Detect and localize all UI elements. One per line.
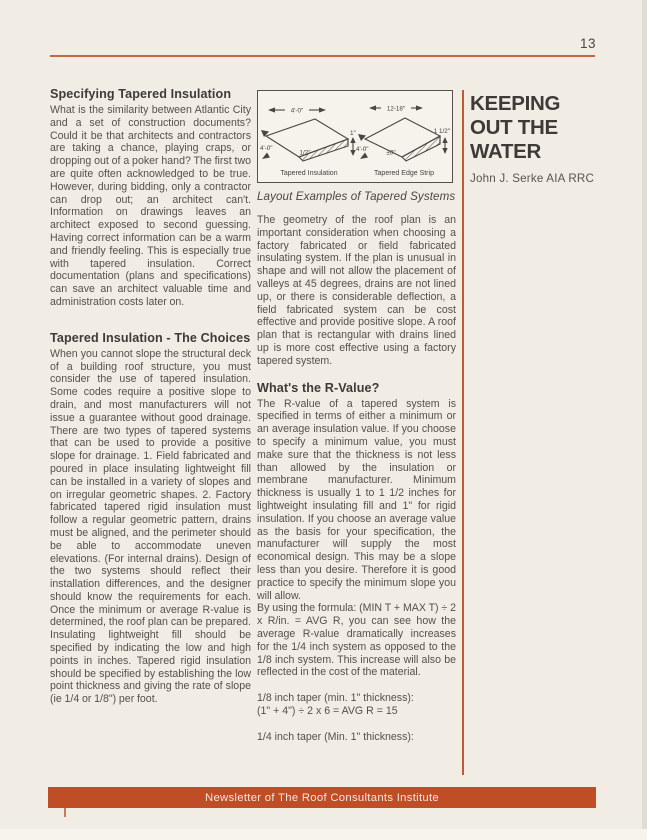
spacer <box>257 679 456 692</box>
paragraph: By using the formula: (MIN T + MAX T) ÷ 2 x R/in. = AVG R, you can see how the average R-value dramatically increases for the 1/4 inch system as opposed to the 1/8 inch system. This increase will also be reflected in the cost of the material. <box>257 602 456 679</box>
article-title <box>470 92 612 164</box>
section-heading-specifying: Specifying Tapered Insulation <box>50 87 232 101</box>
tapered-systems-diagram <box>258 91 451 181</box>
paragraph: What is the similarity between Atlantic City and a set of construction documents? Could it be that architects and contractors are taking a chance, playing craps, or dropping out of a poker hand? The first two are quite often acknowledged to be true. However, during bidding, only a contractor can drop out; an architect can't. Information on drawings leaves an architect exposed to second guessing. Having correct information can be a warm and friendly feeling. This is especially true with tapered insulation. Correct documentation (plans and specifications) can save an architect valuable time and administration costs later on. <box>50 104 251 308</box>
spacer <box>257 203 456 214</box>
right-column-rule <box>462 90 464 775</box>
spacer <box>257 718 456 731</box>
left-column <box>50 87 251 706</box>
paragraph: The R-value of a tapered system is specified in terms of either a minimum or an average insulation value. If you choose to specify a minimum value, you must make sure that the thickness is not less than allowed by the insulation or membrane manufacturer. Minimum thickness is usually 1 to 1 1/2 inches for lightweight insulating fill and 1" for rigid insulation. If you choose an average value as the basis for your specification, the manufacturer will supply the most economical design. This may be a slope less than you desire. Therefore it is good practice to specify the minimum slope you will allow. <box>257 397 456 602</box>
dim-label-top: 12-18" <box>386 105 406 113</box>
spacer <box>50 309 251 331</box>
spacer <box>257 368 456 381</box>
article-title-line2: OUT THE WATER <box>470 116 558 163</box>
article-title-line1: KEEPING <box>470 92 561 115</box>
dim-label-top: 4'-0" <box>290 107 304 115</box>
formula-label-1-4: 1/4 inch taper (Min. 1" thickness): <box>257 731 414 744</box>
figure-label-right: Tapered Edge Strip <box>374 170 434 177</box>
dim-label-side: 4'-0" <box>356 146 369 153</box>
page-edge-bottom <box>0 829 647 840</box>
right-column <box>470 92 612 185</box>
article-byline: John J. Serke AIA RRC <box>470 172 595 185</box>
section-heading-choices: Tapered Insulation - The Choices <box>50 330 251 345</box>
dim-label-thin: 1/2" <box>299 149 311 157</box>
dim-label-thick: 1 1/2" <box>433 128 450 135</box>
top-rule <box>50 55 595 57</box>
formula-equation: (1" + 4") ÷ 2 x 6 = AVG R = 15 <box>257 705 398 718</box>
figure-caption: Layout Examples of Tapered Systems <box>257 190 456 203</box>
paragraph: When you cannot slope the structural deck of a building roof structure, you must consider the use of tapered insulation. Some codes require a positive slope to drain, and most manufacturers will not issue a guarantee without good drainage. There are two types of tapered systems that can be used to provide a positive slope for drainage. 1. Field fabricated and poured in place insulating lightweight fill can be installed in a variety of slopes and on irregular geometric shapes. 2. Factory fabricated tapered rigid insulation must follow a regular geometric pattern, drains must be aligned, and the perimeter should be able to accommodate uneven elevations. (For internal drains). Design of the two systems should reflect their installation differences, and the designer should know the requirements for each. Once the minimum or average R-value is determined, the roof plan can be prepared. Insulating lightweight fill should be specified by indicating the low and high points in inches. Tapered rigid insulation should be specified by establishing the low point thickness and giving the rate of slope (ie 1/4 or 1/8") per foot. <box>50 347 251 706</box>
tapered-systems-figure <box>257 90 453 183</box>
figure-label-left: Tapered Insulation <box>280 170 338 177</box>
section-heading-rvalue: What's the R-Value? <box>257 380 380 395</box>
page-number: 13 <box>579 36 596 51</box>
dim-label-thick: 1" <box>350 130 356 137</box>
dim-label-thin: ±0" <box>386 149 396 157</box>
page-edge-shadow <box>642 0 647 840</box>
footer-registration-tick <box>64 808 66 817</box>
dim-label-side: 4'-0" <box>260 145 273 152</box>
formula-label-1-8: 1/8 inch taper (min. 1" thickness): <box>257 692 414 705</box>
footer-text: Newsletter of The Roof Consultants Institute <box>204 791 440 804</box>
paragraph: The geometry of the roof plan is an important consideration when choosing a factory fabricated or field fabricated insulating system. If the plan is unusual in shape and will not allow the placement of valleys at 45 degrees, drains are not lined up, or there is considerable deflection, a field fabricated system can be cost effective and provide positive slope. A roof plan that is rectangular with drains lined up is more cost effective using a factory tapered system. <box>257 214 456 367</box>
middle-column <box>257 90 456 744</box>
footer-bar <box>48 787 596 808</box>
